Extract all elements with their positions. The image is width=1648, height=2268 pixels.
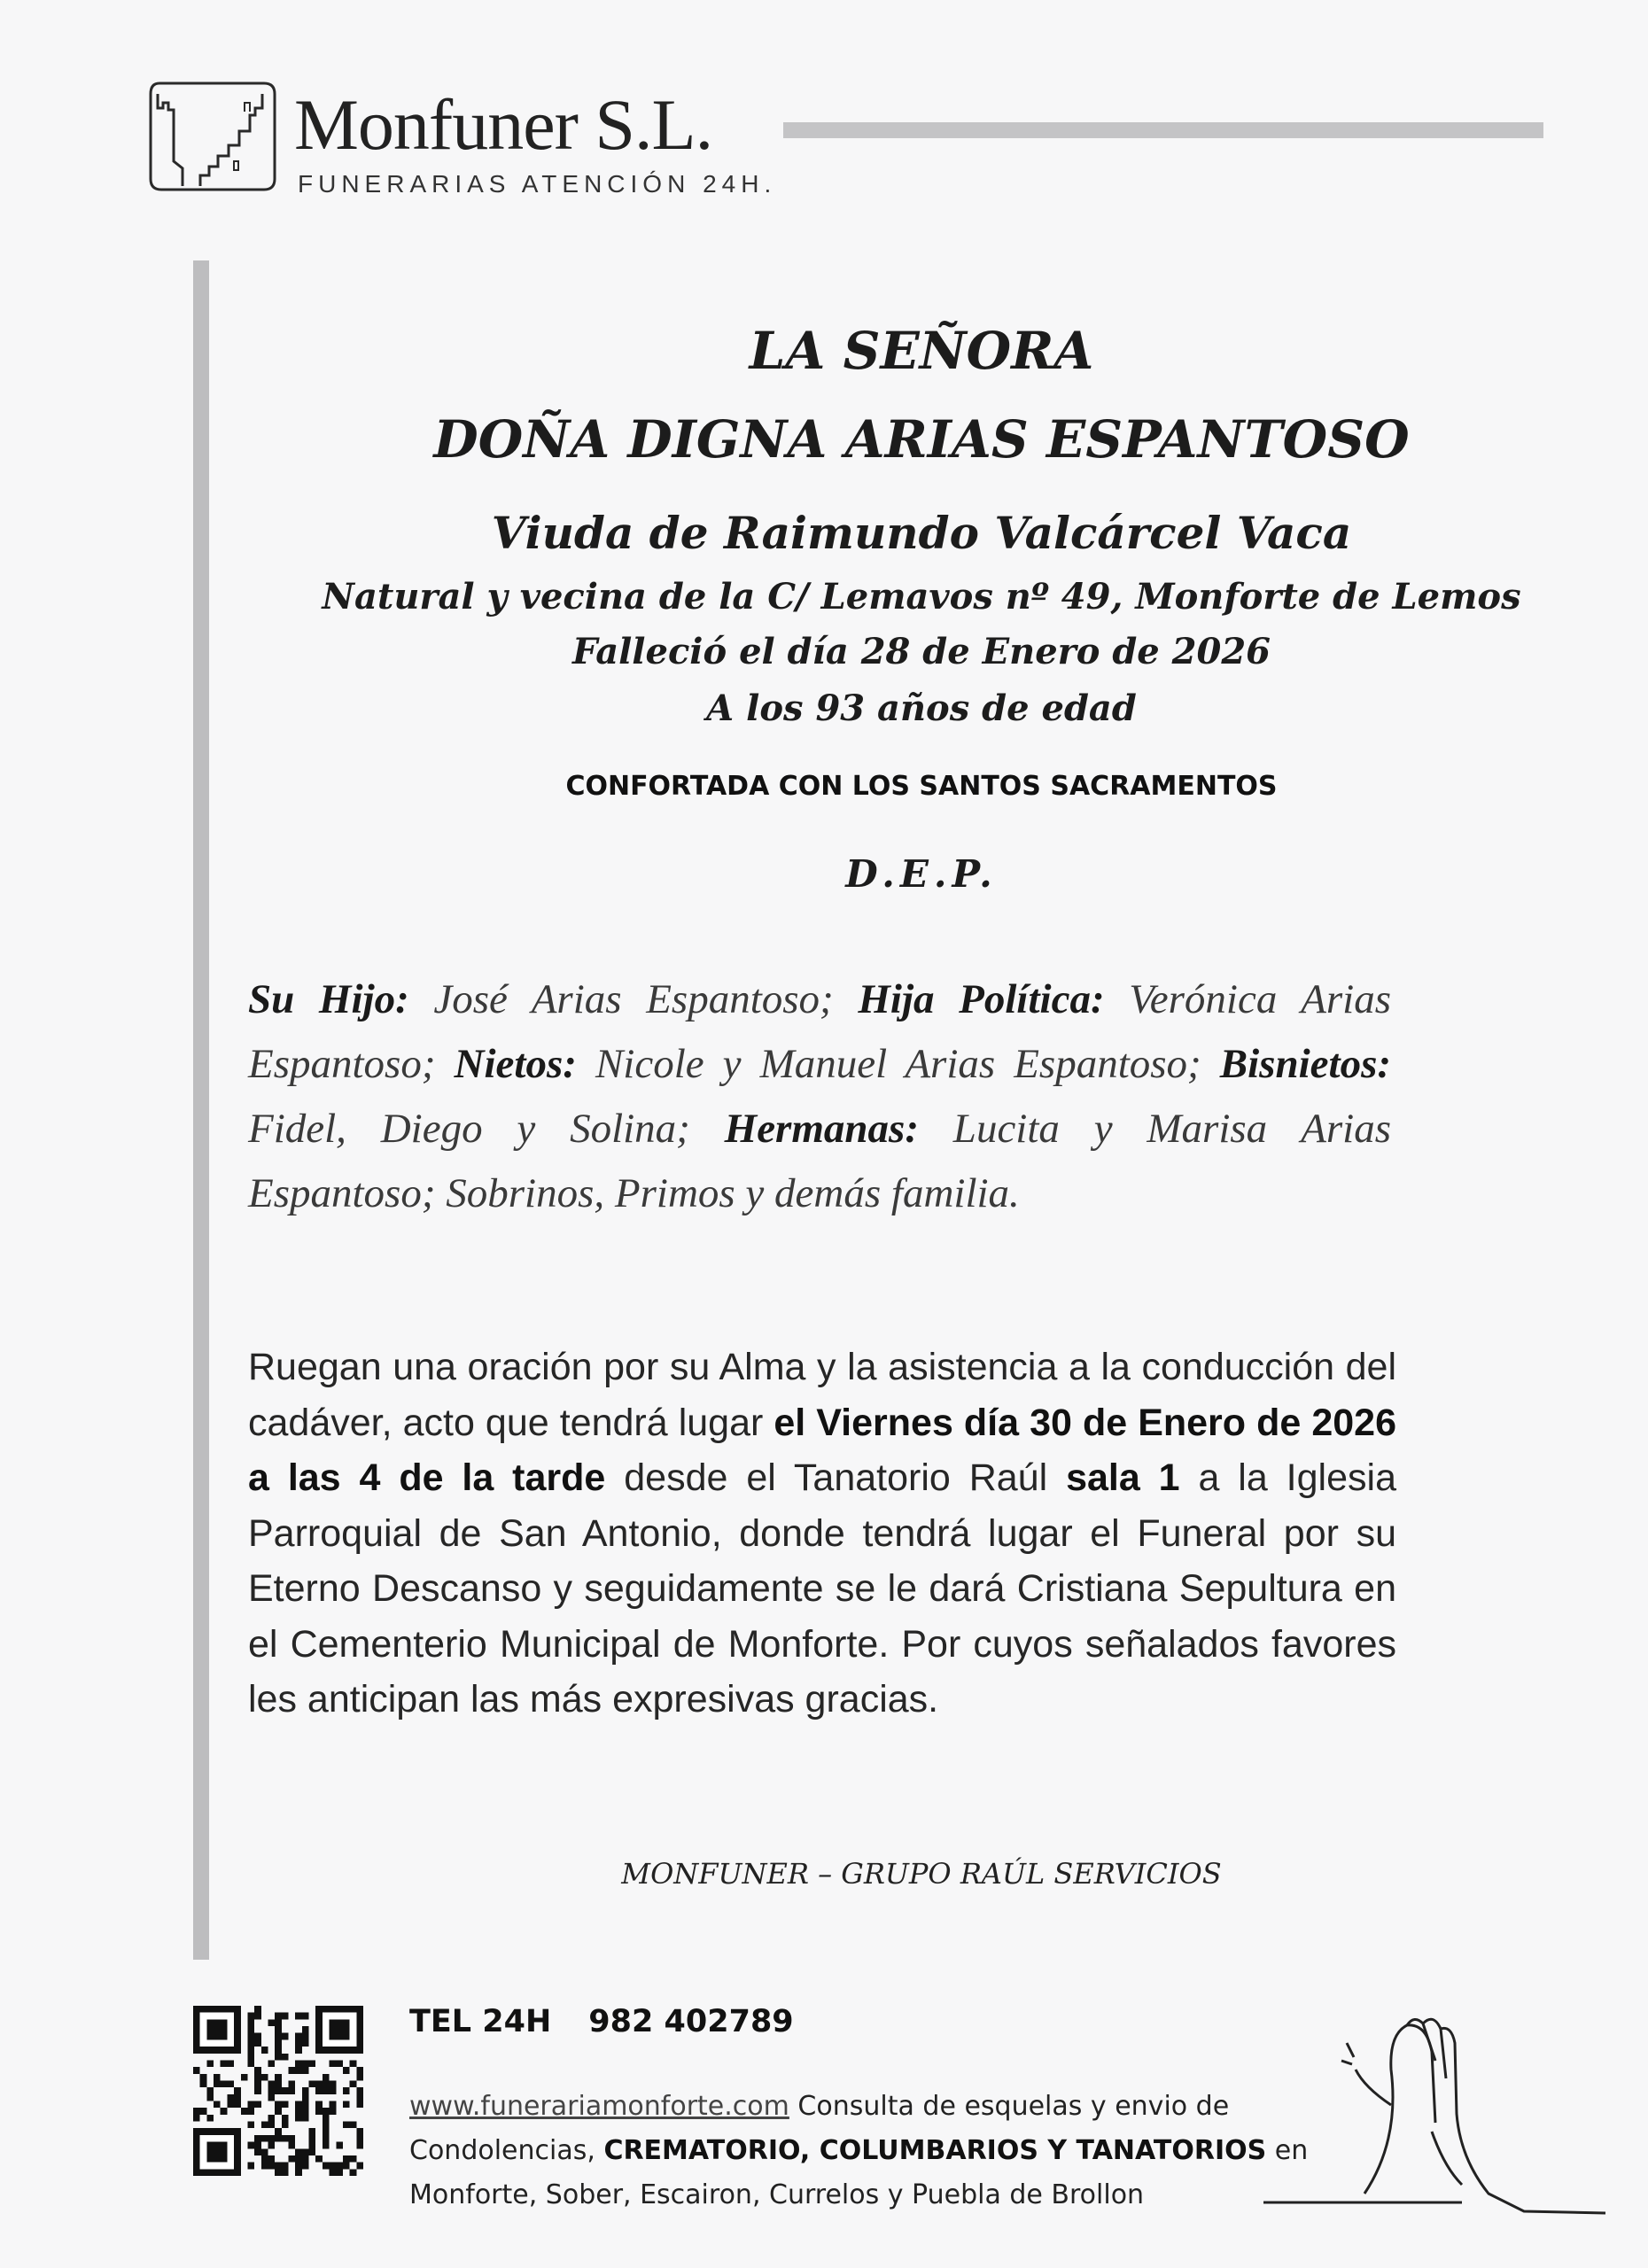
deceased-name: DOÑA DIGNA ARIAS ESPANTOSO [433, 409, 1410, 470]
grandchildren-names: Nicole y Manuel Arias Espantoso; [576, 1041, 1220, 1087]
son-name: José Arias Espantoso; [408, 976, 859, 1022]
footer-text [409, 2085, 1402, 2218]
services-list: CREMATORIO, COLUMBARIOS Y TANATORIOS [603, 2135, 1267, 2166]
brand-name: Monfuner S.L. [294, 84, 713, 165]
sacraments-line: CONFORTADA CON LOS SANTOS SACRAMENTOS [565, 771, 1278, 802]
sisters-names: Lucita y Marisa Arias Espantoso; Sobrinos, Primos y demás familia. [248, 1106, 1391, 1216]
family-paragraph [248, 967, 1391, 1226]
conduction-date-time: el Viernes día 30 de Enero de 2026 a las 4 de la tarde [248, 1401, 1396, 1499]
residence-line: Natural y vecina de la C/ Lemavos nº 49, Monforte de Lemos [322, 576, 1521, 617]
praying-hands-icon [1258, 2008, 1613, 2220]
tower-ruins-logo-icon [147, 76, 278, 197]
daughter-in-law-label: Hija Política: [858, 976, 1105, 1022]
title-honorific: LA SEÑORA [749, 321, 1094, 381]
grandchildren-label: Nietos: [454, 1041, 577, 1087]
qr-code-icon[interactable] [193, 2006, 363, 2176]
phone-line [409, 2004, 794, 2039]
great-grandchildren-names: Fidel, Diego y Solina; [248, 1106, 725, 1152]
funeral-details-paragraph [248, 1340, 1396, 1728]
website-link[interactable]: www.funerariamonforte.com [409, 2091, 789, 2122]
header-divider [783, 122, 1543, 138]
footer-text-2: en Monforte, Sober, Escairon, Currelos y Puebla de Brollon [409, 2135, 1309, 2210]
death-date-line: Falleció el día 28 de Enero de 2026 [571, 631, 1271, 672]
rip-abbreviation: D.E.P. [845, 852, 998, 896]
conduction-text-2: desde el Tanatorio Raúl [605, 1456, 1067, 1499]
signature: MONFUNER – GRUPO RAÚL SERVICIOS [621, 1857, 1222, 1891]
conduction-text-1: Ruegan una oración por su Alma y la asistencia a la conducción del cadáver, acto que tendrá lugar [248, 1346, 1396, 1444]
widow-of-line: Viuda de Raimundo Valcárcel Vaca [491, 507, 1352, 559]
brand-tagline: FUNERARIAS ATENCIÓN 24H. [298, 170, 777, 198]
sisters-label: Hermanas: [724, 1106, 919, 1152]
conduction-room: sala 1 [1066, 1456, 1180, 1499]
phone-label: TEL 24H [409, 2004, 552, 2039]
son-label: Su Hijo: [248, 976, 409, 1022]
side-accent-bar [193, 260, 209, 1960]
age-line: A los 93 años de edad [706, 687, 1137, 729]
daughter-in-law-name: Verónica Arias Espantoso; [248, 976, 1391, 1087]
conduction-text-3: a la Iglesia Parroquial de San Antonio, donde tendrá lugar el Funeral por su Eterno Descanso y seguidamente se le dará Cristiana Sepultura en el Cementerio Municipal de Monforte. Por cuyos señalados favores les anticipan las más expresivas gracias. [248, 1456, 1396, 1720]
phone-number[interactable]: 982 402789 [588, 2004, 794, 2039]
footer-text-1: Consulta de esquelas y envio de Condolencias, [409, 2091, 1230, 2166]
great-grandchildren-label: Bisnietos: [1219, 1041, 1392, 1087]
